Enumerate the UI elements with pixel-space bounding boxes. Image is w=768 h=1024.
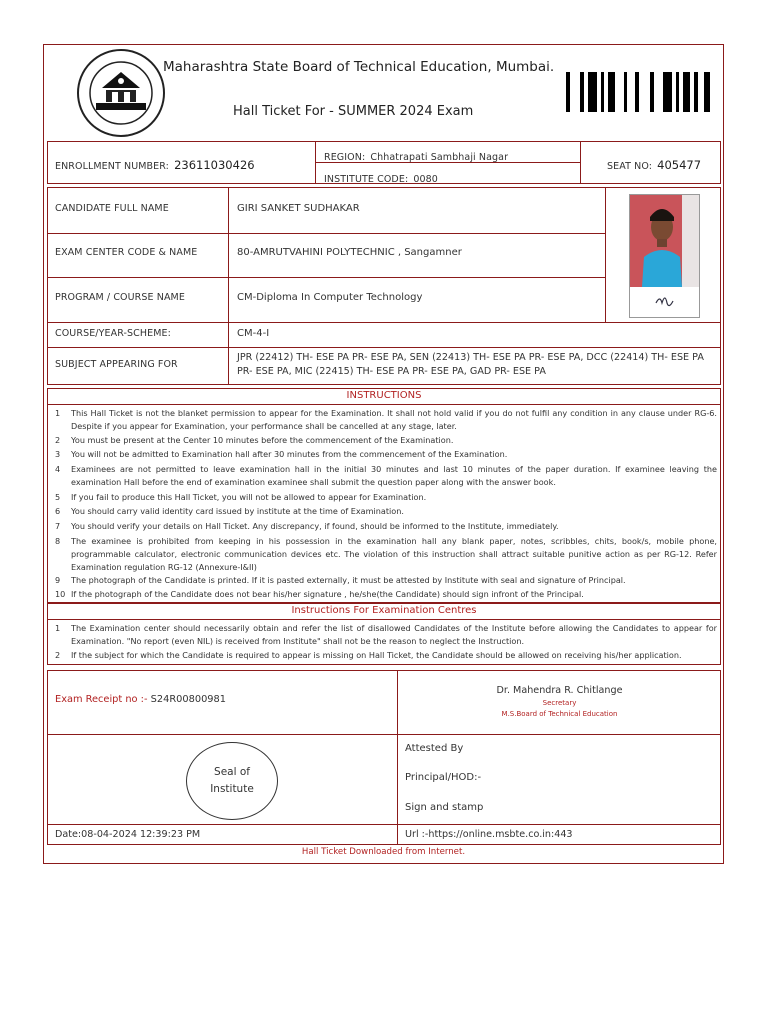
receipt-label: Exam Receipt no :- xyxy=(55,694,148,705)
centre-instruction-item: 1 The Examination center should necessarily obtain and refer the list of disallowed Candidates of the Institute before allowing the Candidates to appear for Examination. "No report (even NIL) is received from Institute" shall not be the reason to neglect the Instruction. xyxy=(55,623,717,646)
instructions-title: INSTRUCTIONS xyxy=(346,390,422,401)
attested-by: Attested By xyxy=(405,743,464,754)
candidate-photo-icon xyxy=(630,195,700,318)
scheme-value: CM-4-I xyxy=(237,328,270,339)
receipt-value: S24R00800981 xyxy=(150,694,226,705)
subject-label: SUBJECT APPEARING FOR xyxy=(55,359,178,370)
scheme-label: COURSE/YEAR-SCHEME: xyxy=(55,328,171,339)
seat-label: SEAT NO: xyxy=(607,161,653,172)
subject-value: JPR (22412) TH- ESE PA PR- ESE PA, SEN (22413) TH- ESE PA PR- ESE PA, DCC (22414) TH- ESE PA PR- ESE PA, MIC (22415) TH- ESE PA PR- ESE PA, GAD PR- ESE PA xyxy=(237,352,704,377)
candidate-photo xyxy=(629,194,700,318)
program-value: CM-Diploma In Computer Technology xyxy=(237,292,423,303)
secretary-org: M.S.Board of Technical Education xyxy=(501,710,618,718)
sign-and-stamp: Sign and stamp xyxy=(405,802,484,813)
candidate-name-label: CANDIDATE FULL NAME xyxy=(55,203,169,214)
institute-code-value: 0080 xyxy=(413,174,438,185)
enrollment-label: ENROLLMENT NUMBER: xyxy=(55,161,169,172)
instruction-item: 2 You must be present at the Center 10 minutes before the commencement of the Examination. xyxy=(55,435,454,445)
downloaded-note: Hall Ticket Downloaded from Internet. xyxy=(301,847,466,857)
region xyxy=(324,145,579,164)
principal-hod: Principal/HOD:- xyxy=(405,772,482,783)
secretary-title: Secretary xyxy=(542,699,577,707)
hall-ticket-title: Hall Ticket For - SUMMER 2024 Exam xyxy=(233,104,474,119)
institute-code xyxy=(324,167,579,186)
seat-value: 405477 xyxy=(657,158,702,172)
region-label: REGION: xyxy=(324,152,366,163)
instruction-item: 3 You will not be admitted to Examination hall after 30 minutes from the commencement of the Examination. xyxy=(55,449,508,459)
institute-code-label: INSTITUTE CODE: xyxy=(324,174,409,185)
instruction-item: 4 Examinees are not permitted to leave examination hall in the initial 30 minutes and last 10 minutes of the paper duration. If examinee leaving the examination Hall before the end of examination examinee shall submit the question paper along with the answer book. xyxy=(55,464,717,487)
board-seal-icon xyxy=(76,48,166,138)
enrollment-number xyxy=(55,154,315,173)
instruction-item: 8 The examinee is prohibited from keeping in his possession in the examination hall any blank paper, notes, scribbles, chits, book/s, mobile phone, programmable calculator, electronic communication devices etc. The violation of this instruction shall attract suitable punitive action as per RG-12. Refer Examination regulation RG-12 (Annexure-I&II) xyxy=(55,536,717,572)
exam-center-label: EXAM CENTER CODE & NAME xyxy=(55,247,198,258)
barcode xyxy=(566,72,716,112)
board-name: Maharashtra State Board of Technical Education, Mumbai. xyxy=(163,59,555,75)
exam-receipt xyxy=(55,694,226,705)
portal-url: Url :-https://online.msbte.co.in:443 xyxy=(405,829,573,840)
barcode-icon xyxy=(566,72,716,112)
instructions-list xyxy=(47,407,721,602)
program-label: PROGRAM / COURSE NAME xyxy=(55,292,185,303)
enrollment-value: 23611030426 xyxy=(174,158,255,172)
instruction-item: 6 You should carry valid identity card issued by institute at the time of Examination. xyxy=(55,506,404,516)
instruction-item: 5 If you fail to produce this Hall Ticket, you will not be allowed to appear for Examination. xyxy=(55,492,427,502)
candidate-name-value: GIRI SANKET SUDHAKAR xyxy=(237,203,360,214)
instruction-item: 7 You should verify your details on Hall Ticket. Any discrepancy, if found, should be informed to the Institute, immediately. xyxy=(55,521,559,531)
seal-of-institute xyxy=(186,742,278,820)
region-value: Chhatrapati Sambhaji Nagar xyxy=(370,152,509,163)
download-date: Date:08-04-2024 12:39:23 PM xyxy=(55,829,201,840)
secretary-name: Dr. Mahendra R. Chitlange xyxy=(496,685,623,696)
seal-text: Seal of Institute xyxy=(210,766,254,795)
instruction-item: 9 The photograph of the Candidate is printed. If it is pasted externally, it must be attested by Institute with seal and signature of Principal. xyxy=(55,575,626,585)
instruction-item: 10 If the photograph of the Candidate does not bear his/her signature , he/she(the Candidate) should sign infront of the Principal. xyxy=(55,589,584,599)
centre-instructions-list xyxy=(47,622,721,664)
board-logo xyxy=(76,48,166,138)
exam-center-value: 80-AMRUTVAHINI POLYTECHNIC , Sangamner xyxy=(237,247,462,258)
centre-instructions-title: Instructions For Examination Centres xyxy=(291,605,477,616)
centre-instruction-item: 2 If the subject for which the Candidate is required to appear is missing on Hall Ticket, the Candidate should be allowed on receiving his/her application. xyxy=(55,650,682,660)
seat-number xyxy=(607,154,719,173)
instruction-item: 1 This Hall Ticket is not the blanket permission to appear for the Examination. It shall not hold valid if you do not fulfil any condition in any clause under RG-6. Despite if you appear for Examination, your performance shall be cancelled at any stage, later. xyxy=(55,408,717,431)
